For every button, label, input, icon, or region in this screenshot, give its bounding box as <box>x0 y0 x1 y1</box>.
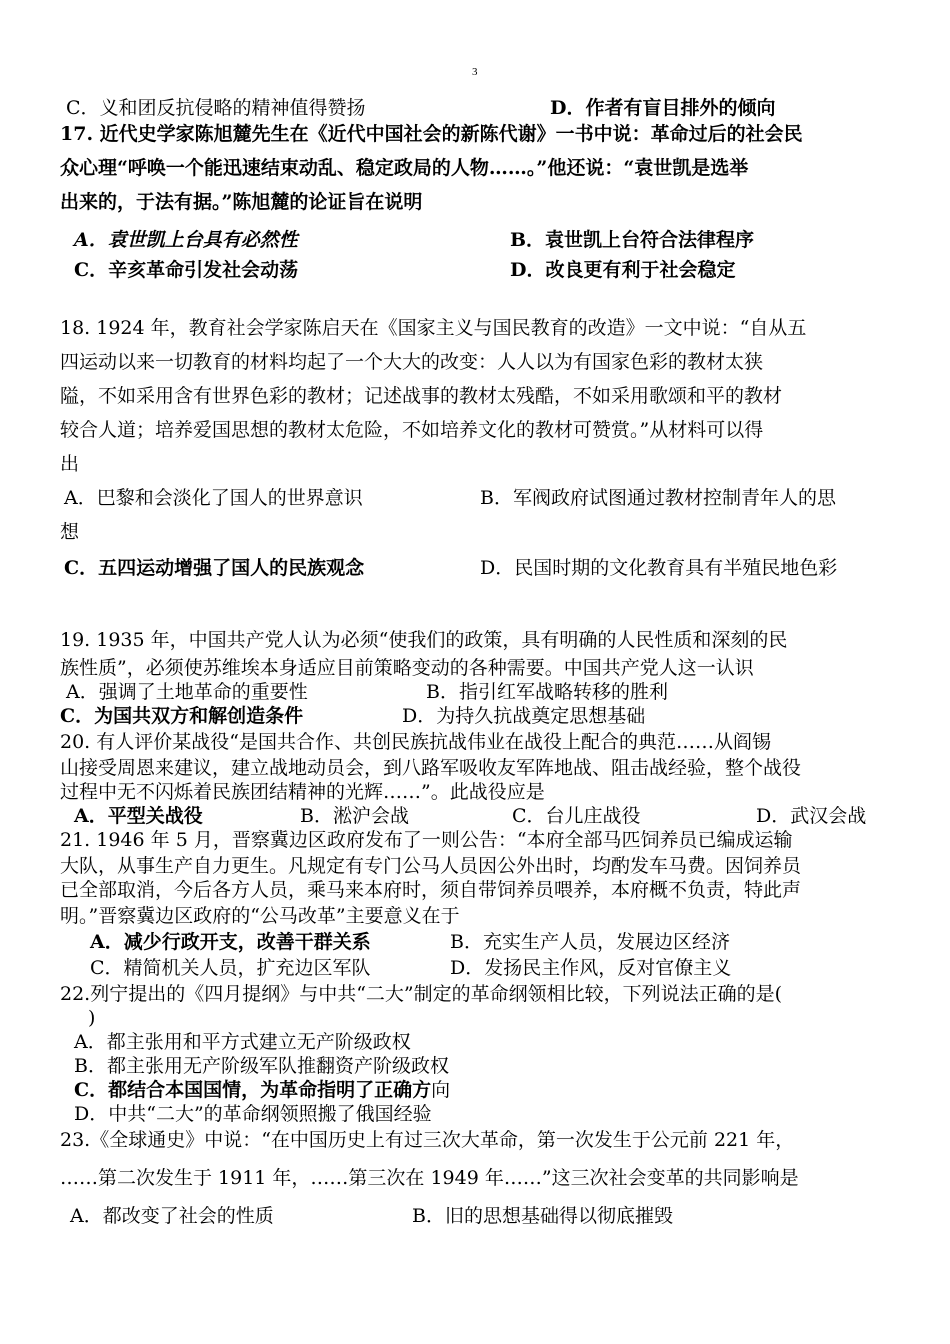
q22-stem-line-1: 22.列宁提出的《四月提纲》与中共“二大”制定的革命纲领相比较，下列说法正确的是( <box>60 983 783 1005</box>
q20-stem-line-1: 20. 有人评价某战役“是国共合作、共创民族抗战伟业在战役上配合的典范……从阎锡 <box>60 731 771 753</box>
q18-option-c: C．五四运动增强了国人的民族观念 <box>64 557 365 579</box>
q21-option-b: B．充实生产人员，发展边区经济 <box>450 931 730 953</box>
q21-stem-line-3: 已全部取消，今后各方人员，乘马来本府时，须自带饲养员喂养，本府概不负责，特此声 <box>60 879 802 901</box>
q22-option-c <box>74 1078 450 1102</box>
q21-option-a: A．减少行政开支，改善干群关系 <box>90 931 371 953</box>
q22-option-d: D．中共“二大”的革命纲领照搬了俄国经验 <box>74 1103 432 1125</box>
q18-stem-line-1: 18. 1924 年，教育社会学家陈启天在《国家主义与国民教育的改造》一文中说：“自从五 <box>60 317 807 339</box>
q22-option-a: A．都主张用和平方式建立无产阶级政权 <box>74 1031 411 1053</box>
q22-option-b: B．都主张用无产阶级军队推翻资产阶级政权 <box>74 1055 449 1077</box>
q21-stem-line-2: 大队，从事生产自力更生。凡规定有专门公马人员因公外出时，均酌发车马费。因饲养员 <box>60 855 802 877</box>
q18-stem-line-3: 隘，不如采用含有世界色彩的教材；记述战事的教材太残酷，不如采用歌颂和平的教材 <box>60 385 783 407</box>
q20-option-b: B．淞沪会战 <box>300 805 409 827</box>
q23-stem-line-2: ……第二次发生于 1911 年，……第三次在 1949 年……”这三次社会变革的共同影响是 <box>60 1167 799 1189</box>
q17-stem-line-1: 17. 近代史学家陈旭麓先生在《近代中国社会的新陈代谢》一书中说：革命过后的社会民 <box>60 123 803 145</box>
q19-option-d: D．为持久抗战奠定思想基础 <box>402 705 646 727</box>
page-number: 3 <box>472 66 478 78</box>
q19-option-a: A．强调了土地革命的重要性 <box>66 681 308 703</box>
q21-option-d: D．发扬民主作风，反对官僚主义 <box>450 957 732 979</box>
q19-stem-line-2: 族性质”，必须使苏维埃本身适应目前策略变动的各种需要。中国共产党人这一认识 <box>60 657 754 679</box>
q23-option-a: A．都改变了社会的性质 <box>70 1205 274 1227</box>
q17-option-c: C．辛亥革命引发社会动荡 <box>74 259 299 281</box>
q17-stem-line-2: 众心理“呼唤一个能迅速结束动乱、稳定政局的人物……。”他还说：“袁世凯是选举 <box>60 157 749 179</box>
q22-option-c-tail: 向 <box>431 1079 451 1101</box>
q21-option-c: C．精简机关人员，扩充边区军队 <box>90 957 371 979</box>
q19-stem-line-1: 19. 1935 年，中国共产党人认为必须“使我们的政策，具有明确的人民性质和深刻的民 <box>60 629 788 651</box>
q20-option-d: D．武汉会战 <box>756 805 867 827</box>
q19-option-c: C．为国共双方和解创造条件 <box>60 705 304 727</box>
q18-option-b: B．军阀政府试图通过教材控制青年人的思 <box>480 487 836 509</box>
q22-stem-line-2: ) <box>88 1007 96 1029</box>
q21-stem-line-4: 明。”晋察冀边区政府的“公马改革”主要意义在于 <box>60 905 460 927</box>
q18-option-b-continued: 想 <box>60 521 80 543</box>
q18-option-d: D．民国时期的文化教育具有半殖民地色彩 <box>480 557 838 579</box>
q17-option-d: D．改良更有利于社会稳定 <box>510 259 736 281</box>
q17-option-b: B．袁世凯上台符合法律程序 <box>510 229 755 251</box>
q23-option-b: B．旧的思想基础得以彻底摧毁 <box>412 1205 673 1227</box>
q16-option-d: D．作者有盲目排外的倾向 <box>550 97 776 119</box>
q20-stem-line-3: 过程中无不闪烁着民族团结精神的光辉……”。此战役应是 <box>60 781 545 803</box>
q18-stem-line-2: 四运动以来一切教育的材料均起了一个大大的改变：人人以为有国家色彩的教材太狭 <box>60 351 764 373</box>
q21-stem-line-1: 21. 1946 年 5 月，晋察冀边区政府发布了一则公告：“本府全部马匹饲养员已编成运输 <box>60 829 793 851</box>
q18-stem-line-5: 出 <box>60 453 80 475</box>
q20-option-c: C．台儿庄战役 <box>512 805 641 827</box>
q16-option-c: C．义和团反抗侵略的精神值得赞扬 <box>66 97 366 119</box>
q17-option-a: A．袁世凯上台具有必然性 <box>74 229 298 251</box>
q19-option-b: B．指引红军战略转移的胜利 <box>426 681 668 703</box>
q18-stem-line-4: 较合人道；培养爱国思想的教材太危险，不如培养文化的教材可赞赏。”从材料可以得 <box>60 419 764 441</box>
q18-option-a: A．巴黎和会淡化了国人的世界意识 <box>64 487 363 509</box>
q22-option-c-bold: C．都结合本国国情，为革命指明了正确方 <box>74 1079 432 1101</box>
q17-stem-line-3: 出来的，于法有据。”陈旭麓的论证旨在说明 <box>60 191 423 213</box>
q20-option-a: A．平型关战役 <box>74 805 203 827</box>
q23-stem-line-1: 23.《全球通史》中说：“在中国历史上有过三次大革命，第一次发生于公元前 221 年， <box>60 1129 795 1151</box>
q20-stem-line-2: 山接受周恩来建议，建立战地动员会，到八路军吸收友军阵地战、阻击战经验，整个战役 <box>60 757 802 779</box>
